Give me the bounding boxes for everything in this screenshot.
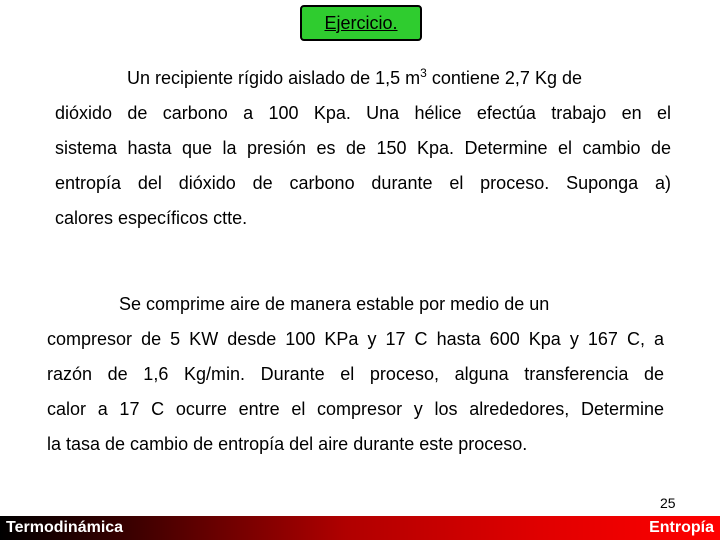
exercise-1-line-1 [55, 61, 671, 96]
exercise-1-line-1-text-end: contiene 2,7 Kg de [426, 68, 582, 88]
exercise-1-line-2: dióxido de carbono a 100 Kpa. Una hélice efectúa trabajo en el [55, 103, 671, 123]
exercise-2-paragraph [47, 287, 664, 462]
exercise-2-line-5: la tasa de cambio de entropía del aire durante este proceso. [47, 434, 528, 454]
exercise-1-line-5: calores específicos ctte. [55, 208, 248, 228]
slide-title-text: Ejercicio. [324, 12, 398, 33]
footer-topic-title: Entropía [649, 519, 714, 536]
exercise-2-line-3: razón de 1,6 Kg/min. Durante el proceso, alguna transferencia de [47, 364, 664, 384]
footer-course-title: Termodinámica [6, 519, 124, 536]
page-number: 25 [660, 495, 676, 511]
exercise-1-line-3: sistema hasta que la presión es de 150 Kpa. Determine el cambio de [55, 138, 671, 158]
exercise-1-paragraph [55, 61, 671, 236]
exercise-1-line-1-text: Un recipiente rígido aislado de 1,5 m [127, 68, 421, 88]
slide-title [300, 5, 422, 41]
cubic-superscript: 3 [420, 66, 427, 80]
footer-bar [0, 516, 720, 540]
exercise-2-line-4: calor a 17 C ocurre entre el compresor y los alrededores, Determine [47, 399, 664, 419]
exercise-2-line-2: compresor de 5 KW desde 100 KPa y 17 C hasta 600 Kpa y 167 C, a [47, 329, 664, 349]
exercise-2-line-1: Se comprime aire de manera estable por medio de un [119, 294, 550, 314]
exercise-1-line-4: entropía del dióxido de carbono durante el proceso. Suponga a) [55, 173, 671, 193]
